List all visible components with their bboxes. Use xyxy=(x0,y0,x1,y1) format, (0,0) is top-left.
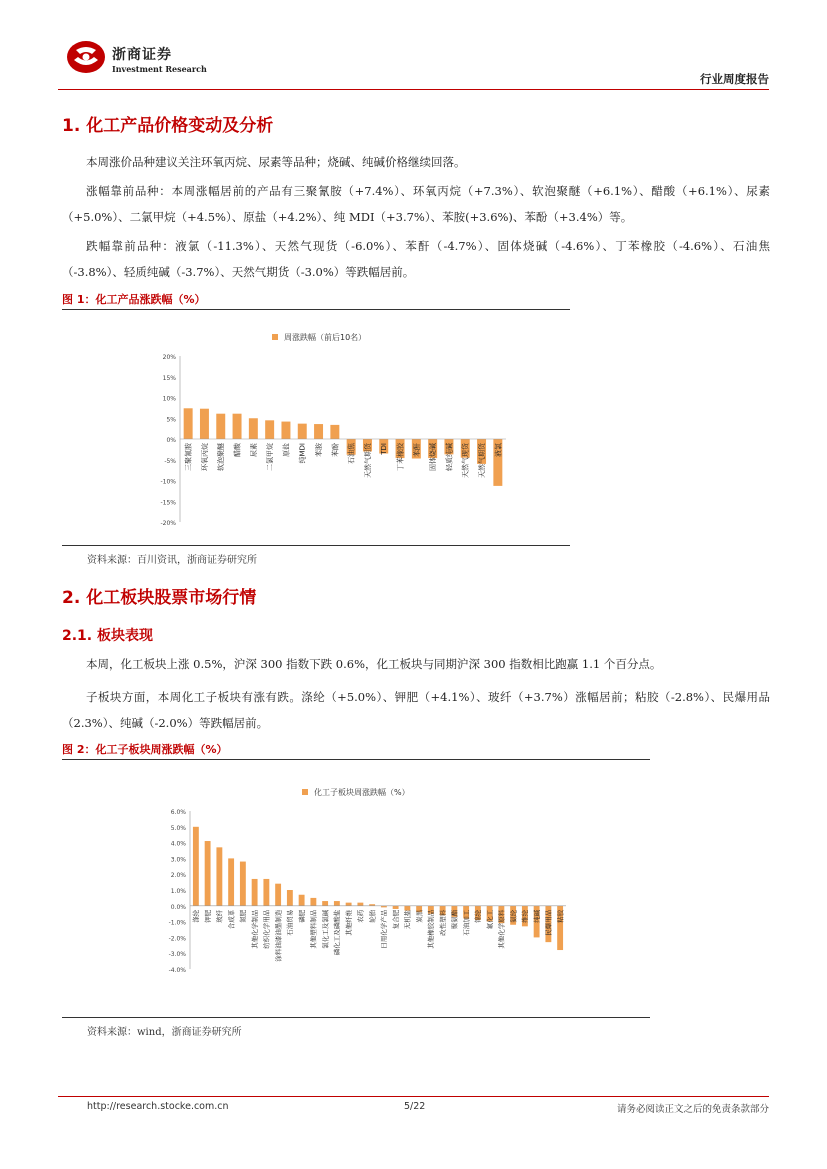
chart2-ytick-label: -4.0% xyxy=(168,967,186,974)
section-1-paragraph-2: 涨幅靠前品种：本周涨幅居前的产品有三聚氰胺（+7.4%）、环氧丙烷（+7.3%）、软泡聚醚（+6.1%）、醋酸（+6.1%）、尿素（+5.0%）、二氯甲烷（+4.5%）、原盐（+4.2%）、纯 MDI（+3.7%）、苯胺(+3.6%)、苯酚（+3.4%）等。 xyxy=(62,184,770,224)
chart2-category-label: 氯化工及氯碱 xyxy=(321,909,330,949)
brand-name-en: Investment Research xyxy=(112,64,207,74)
chart2-category-label: 其他化学制品 xyxy=(250,909,259,949)
chart2-category-label: 无机盐 xyxy=(403,909,412,930)
chart2-category-label: 其他化学原料 xyxy=(497,909,506,949)
chart2-category-label: 氨纶 xyxy=(509,909,518,923)
chart1-category-label: 天然气期货 xyxy=(363,443,372,478)
chart2-category-label: 纺织化学用品 xyxy=(262,909,271,949)
chart1-ytick-label: -10% xyxy=(160,478,176,486)
chart1-legend-label: 周涨跌幅（前后10名） xyxy=(284,333,367,342)
figure-2-chart xyxy=(150,775,590,1010)
chart1-category-label: 三聚氰胺 xyxy=(184,443,193,471)
chart1-category-label: 二氯甲烷 xyxy=(266,443,275,471)
chart1-category-label: 丁苯橡胶 xyxy=(396,443,405,471)
chart2-category-label: 合成革 xyxy=(227,909,236,930)
chart2-category-label: 维纶 xyxy=(521,909,530,923)
chart2-category-label: 涤纶 xyxy=(192,909,201,923)
chart2-category-label: 氟化工 xyxy=(485,909,494,930)
figure-1-source: 资料来源：百川资讯，浙商证券研究所 xyxy=(87,555,257,566)
chart2-category-label: 粘胶 xyxy=(556,909,565,923)
chart2-bar xyxy=(322,901,328,906)
figure-1-caption: 图 1：化工产品涨跌幅（%） xyxy=(62,293,206,306)
chart2-category-label: 轮胎 xyxy=(368,909,377,923)
figure-1-bottom-rule xyxy=(62,545,570,546)
chart2-bar xyxy=(228,858,234,905)
chart1-category-label: 环氧丙烷 xyxy=(200,443,209,471)
section-2-title: 2. 化工板块股票市场行情 xyxy=(62,588,257,608)
section-2-paragraph-1: 本周，化工板块上涨 0.5%，沪深 300 指数下跌 0.6%，化工板块与同期沪深 300 指数相比跑赢 1.1 个百分点。 xyxy=(86,657,662,671)
chart1-category-label: TDI xyxy=(380,443,389,455)
chart1-bar xyxy=(330,425,339,439)
chart2-bar xyxy=(357,903,363,906)
chart2-bar xyxy=(310,898,316,906)
section-1-title: 1. 化工产品价格变动及分析 xyxy=(62,116,274,136)
figure-2-bottom-rule xyxy=(62,1017,650,1018)
chart1-category-label: 软泡聚醚 xyxy=(217,443,226,471)
chart2-category-label: 磷化工及磷酸盐 xyxy=(333,909,342,956)
chart1-ytick-label: -20% xyxy=(160,520,176,527)
chart2-ytick-label: 6.0% xyxy=(170,809,186,816)
figure-2-caption: 图 2：化工子板块周涨跌幅（%） xyxy=(62,743,228,756)
section-1-paragraph-3: 跌幅靠前品种：液氯（-11.3%）、天然气现货（-6.0%）、苯酐（-4.7%）、固体烧碱（-4.6%）、丁苯橡胶（-4.6%）、石油焦（-3.8%）、轻质纯碱（-3.7%）、天然气期货（-3.0%）等跌幅居前。 xyxy=(62,239,770,279)
chart1-bar xyxy=(265,420,274,439)
chart2-category-label: 聚氨酯 xyxy=(450,909,459,930)
chart2-ytick-label: 3.0% xyxy=(170,856,186,864)
figure-2-top-rule xyxy=(62,759,650,760)
footer-url[interactable]: http://research.stocke.com.cn xyxy=(87,1101,229,1112)
chart1-bar xyxy=(184,408,193,439)
chart2-category-label: 钾肥 xyxy=(203,909,212,923)
chart2-ytick-label: -3.0% xyxy=(168,951,186,959)
chart1-legend-swatch xyxy=(272,334,278,340)
chart2-bar xyxy=(287,890,293,906)
chart2-category-label: 炭黑 xyxy=(415,909,424,923)
figure-1-chart xyxy=(140,320,530,535)
chart1-bar xyxy=(216,414,225,439)
chart1-category-label: 原盐 xyxy=(282,443,291,457)
chart1-category-label: 轻质纯碱 xyxy=(445,443,454,471)
chart2-bar xyxy=(299,895,305,906)
chart2-category-label: 石油贸易 xyxy=(286,909,295,936)
chart2-category-label: 玻纤 xyxy=(215,909,224,923)
chart2-category-label: 其他塑料制品 xyxy=(309,909,318,949)
brand-name: 浙商证券 xyxy=(112,47,172,63)
chart2-bar xyxy=(240,862,246,906)
chart2-category-label: 涂料油漆油墨制造 xyxy=(274,909,283,962)
chart1-bar xyxy=(281,422,290,439)
chart2-category-label: 磷肥 xyxy=(297,909,306,923)
chart1-category-label: 天然气期货 xyxy=(478,443,486,478)
chart2-category-label: 纯碱 xyxy=(532,909,541,923)
chart2-legend-swatch xyxy=(302,789,308,795)
chart2-bar xyxy=(252,879,258,906)
chart1-ytick-label: -5% xyxy=(164,457,176,465)
chart1-ytick-label: 15% xyxy=(162,374,176,382)
chart2-category-label: 氮肥 xyxy=(239,909,248,923)
chart2-bar xyxy=(193,827,199,906)
chart1-bar xyxy=(200,409,209,439)
chart1-ytick-label: -15% xyxy=(160,499,176,507)
chart1-bar xyxy=(314,424,323,439)
header-divider xyxy=(58,89,769,90)
chart2-bar xyxy=(263,879,269,906)
section-2-1-title: 2.1. 板块表现 xyxy=(62,628,153,644)
chart2-category-label: 日用化学产品 xyxy=(380,909,389,949)
figure-2-source: 资料来源：wind，浙商证券研究所 xyxy=(87,1027,242,1038)
chart2-category-label: 其他纤维 xyxy=(344,909,353,936)
chart2-category-label: 石油加工 xyxy=(462,909,471,936)
chart1-category-label: 醋酸 xyxy=(233,443,242,457)
chart2-category-label: 民爆用品 xyxy=(544,909,553,936)
chart2-ytick-label: 0.0% xyxy=(170,903,186,911)
chart2-ytick-label: 1.0% xyxy=(170,888,186,895)
chart2-legend-label: 化工子板块周涨跌幅（%） xyxy=(314,788,410,797)
chart2-ytick-label: -2.0% xyxy=(168,935,186,943)
chart2-category-label: 农药 xyxy=(356,909,365,923)
document-type: 行业周度报告 xyxy=(700,72,769,86)
logo-mark-icon xyxy=(66,40,106,74)
chart1-ytick-label: 0% xyxy=(166,437,176,444)
chart2-bar xyxy=(205,841,211,906)
page-number: 5/22 xyxy=(404,1101,426,1112)
chart2-bar xyxy=(275,884,281,906)
chart2-ytick-label: 5.0% xyxy=(170,824,186,832)
chart1-category-label: 尿素 xyxy=(249,443,258,457)
chart2-category-label: 其他橡胶制品 xyxy=(427,909,436,949)
chart1-category-label: 石油焦 xyxy=(347,443,356,464)
chart1-category-label: 苯酚 xyxy=(331,443,340,457)
chart1-bar xyxy=(249,418,258,439)
chart1-ytick-label: 5% xyxy=(166,416,176,424)
chart1-category-label: 天然气现货 xyxy=(461,443,470,478)
chart1-bar xyxy=(298,424,307,439)
footer-divider xyxy=(58,1096,769,1097)
chart2-bar xyxy=(346,903,352,906)
chart2-category-label: 复合肥 xyxy=(391,909,400,930)
chart1-ytick-label: 10% xyxy=(162,395,176,403)
section-1-paragraph-1: 本周涨价品种建议关注环氧丙烷、尿素等品种；烧碱、纯碱价格继续回落。 xyxy=(86,155,466,169)
figure-1-top-rule xyxy=(62,309,570,310)
footer-disclaimer: 请务必阅读正文之后的免责条款部分 xyxy=(616,1104,769,1115)
section-2-paragraph-2: 子板块方面，本周化工子板块有涨有跌。涤纶（+5.0%）、钾肥（+4.1%）、玻纤（+3.7%）涨幅居前；粘胶（-2.8%）、民爆用品（2.3%）、纯碱（-2.0%）等跌幅居前。 xyxy=(62,690,770,730)
chart2-ytick-label: 4.0% xyxy=(170,840,186,848)
chart1-category-label: 液氯 xyxy=(494,443,503,457)
chart1-ytick-label: 20% xyxy=(162,354,176,361)
chart2-category-label: 改性塑料 xyxy=(438,909,447,936)
chart1-category-label: 苯酐 xyxy=(412,443,421,457)
chart2-category-label: 锦纶 xyxy=(474,909,483,923)
chart1-category-label: 纯MDI xyxy=(298,443,307,464)
chart2-ytick-label: 2.0% xyxy=(170,872,186,880)
chart1-category-label: 苯胺 xyxy=(315,443,323,457)
chart2-bar xyxy=(334,901,340,906)
chart1-bar xyxy=(233,414,242,439)
chart2-bar xyxy=(393,906,399,909)
chart2-bar xyxy=(216,847,222,905)
chart2-ytick-label: -1.0% xyxy=(168,919,186,927)
chart1-category-label: 固体烧碱 xyxy=(429,443,438,471)
